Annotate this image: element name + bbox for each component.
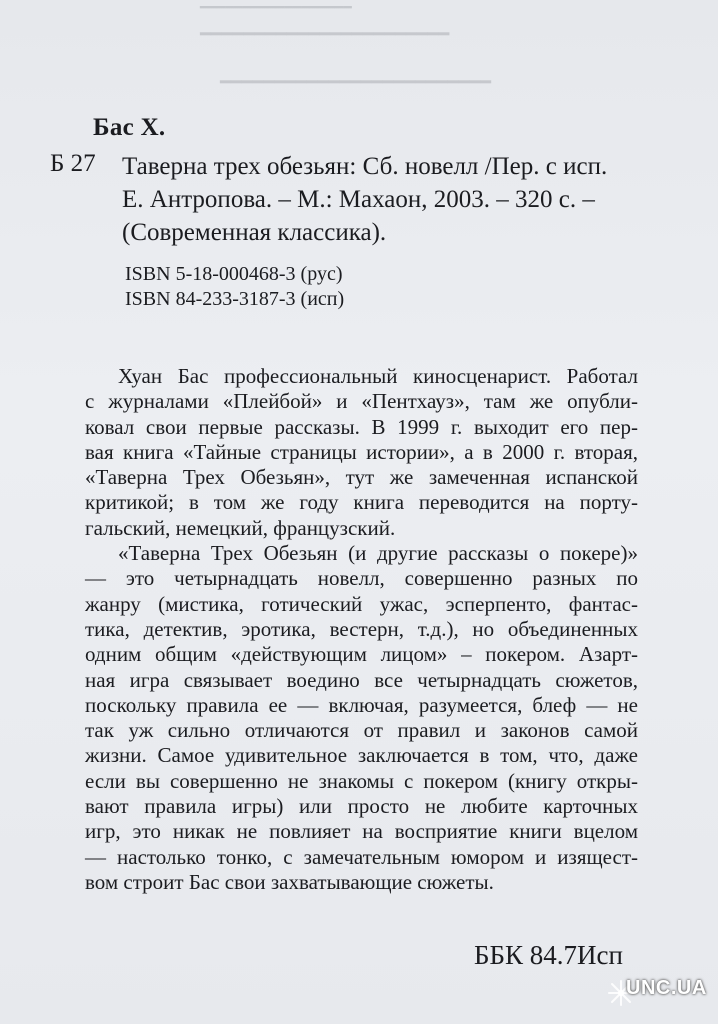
bbk-index: ББК 84.7Исп: [474, 940, 623, 970]
annotation-line: — настолько тонко, с замечательным юмором и изящест-: [85, 844, 638, 869]
annotation-line: Хуан Бас профессиональный киносценарист. Работал: [118, 364, 638, 388]
bibliographic-line: Таверна трех обезьян: Сб. новелл /Пер. с исп.: [122, 153, 608, 180]
bibliographic-description: [122, 150, 662, 249]
annotation-line: жанру (мистика, готический ужас, эсперпенто, фантас-: [85, 591, 638, 616]
bibliographic-line: Е. Антропова. – М.: Махаон, 2003. – 320 с. –: [122, 186, 595, 213]
annotation-text: [85, 364, 638, 895]
annotation-line: ная игра связывает воедино все четырнадцать сюжетов,: [85, 667, 638, 692]
annotation-line: «Таверна Трех Обезьян (и другие рассказы о покере)»: [118, 541, 638, 566]
annotation-line: поскольку правила ее — включая, разумеется, блеф — не: [85, 692, 638, 717]
annotation-line: «Таверна Трех Обезьян», тут же замеченная испанской: [85, 465, 638, 490]
watermark-text: UNC.UA: [626, 977, 707, 999]
annotation-line: ковал свои первые рассказы. В 1999 г. выходит его пер-: [85, 414, 638, 439]
isbn-block: [125, 262, 344, 312]
annotation-line: тика, детектив, эротика, вестерн, т.д.), но объединенных: [85, 616, 638, 641]
catalog-code: Б 27: [50, 150, 96, 177]
isbn-line: ISBN 5-18-000468-3 (рус): [125, 263, 343, 285]
annotation-line: если вы совершенно не знакомы с покером (книгу откры-: [85, 768, 638, 793]
annotation-line: критикой; в том же году книга переводится на порту-: [85, 490, 638, 515]
annotation-line: с журналами «Плейбой» и «Пентхауз», там же опубли-: [85, 389, 638, 414]
annotation-line: — это четырнадцать новелл, совершенно разных по: [85, 566, 638, 591]
annotation-line: вают правила игры) или просто не любите карточных: [85, 794, 638, 819]
isbn-line: ISBN 84-233-3187-3 (исп): [125, 288, 345, 310]
annotation-line: игр, это никак не повлияет на восприятие книги вцелом: [85, 819, 638, 844]
annotation-line: жизни. Самое удивительное заключается в том, что, даже: [85, 743, 638, 768]
watermark: [606, 974, 716, 1014]
bibliographic-line: (Современная классика).: [122, 219, 387, 246]
show-through-decoration: ━━━━━━━━━━━━━━━━━━━━━━━: [200, 24, 450, 44]
show-through-decoration: ━━━━━━━━━━━━━━━━━━: [200, 1, 352, 16]
annotation-line: одним общим «действующим лицом» – покером. Азарт-: [85, 642, 638, 667]
annotation-line: вом строит Бас свои захватывающие сюжеты.: [85, 869, 494, 894]
annotation-line: гальский, немецкий, французский.: [85, 515, 396, 540]
annotation-line: так уж сильно отличаются от правил и законов самой: [85, 718, 638, 743]
annotation-line: вая книга «Тайные страницы истории», а в 2000 г. вторая,: [85, 439, 638, 464]
catalog-author: Бас Х.: [93, 114, 166, 141]
show-through-decoration: ━━━━━━━━━━━━━━━━━━━━━━━━━: [220, 72, 491, 92]
